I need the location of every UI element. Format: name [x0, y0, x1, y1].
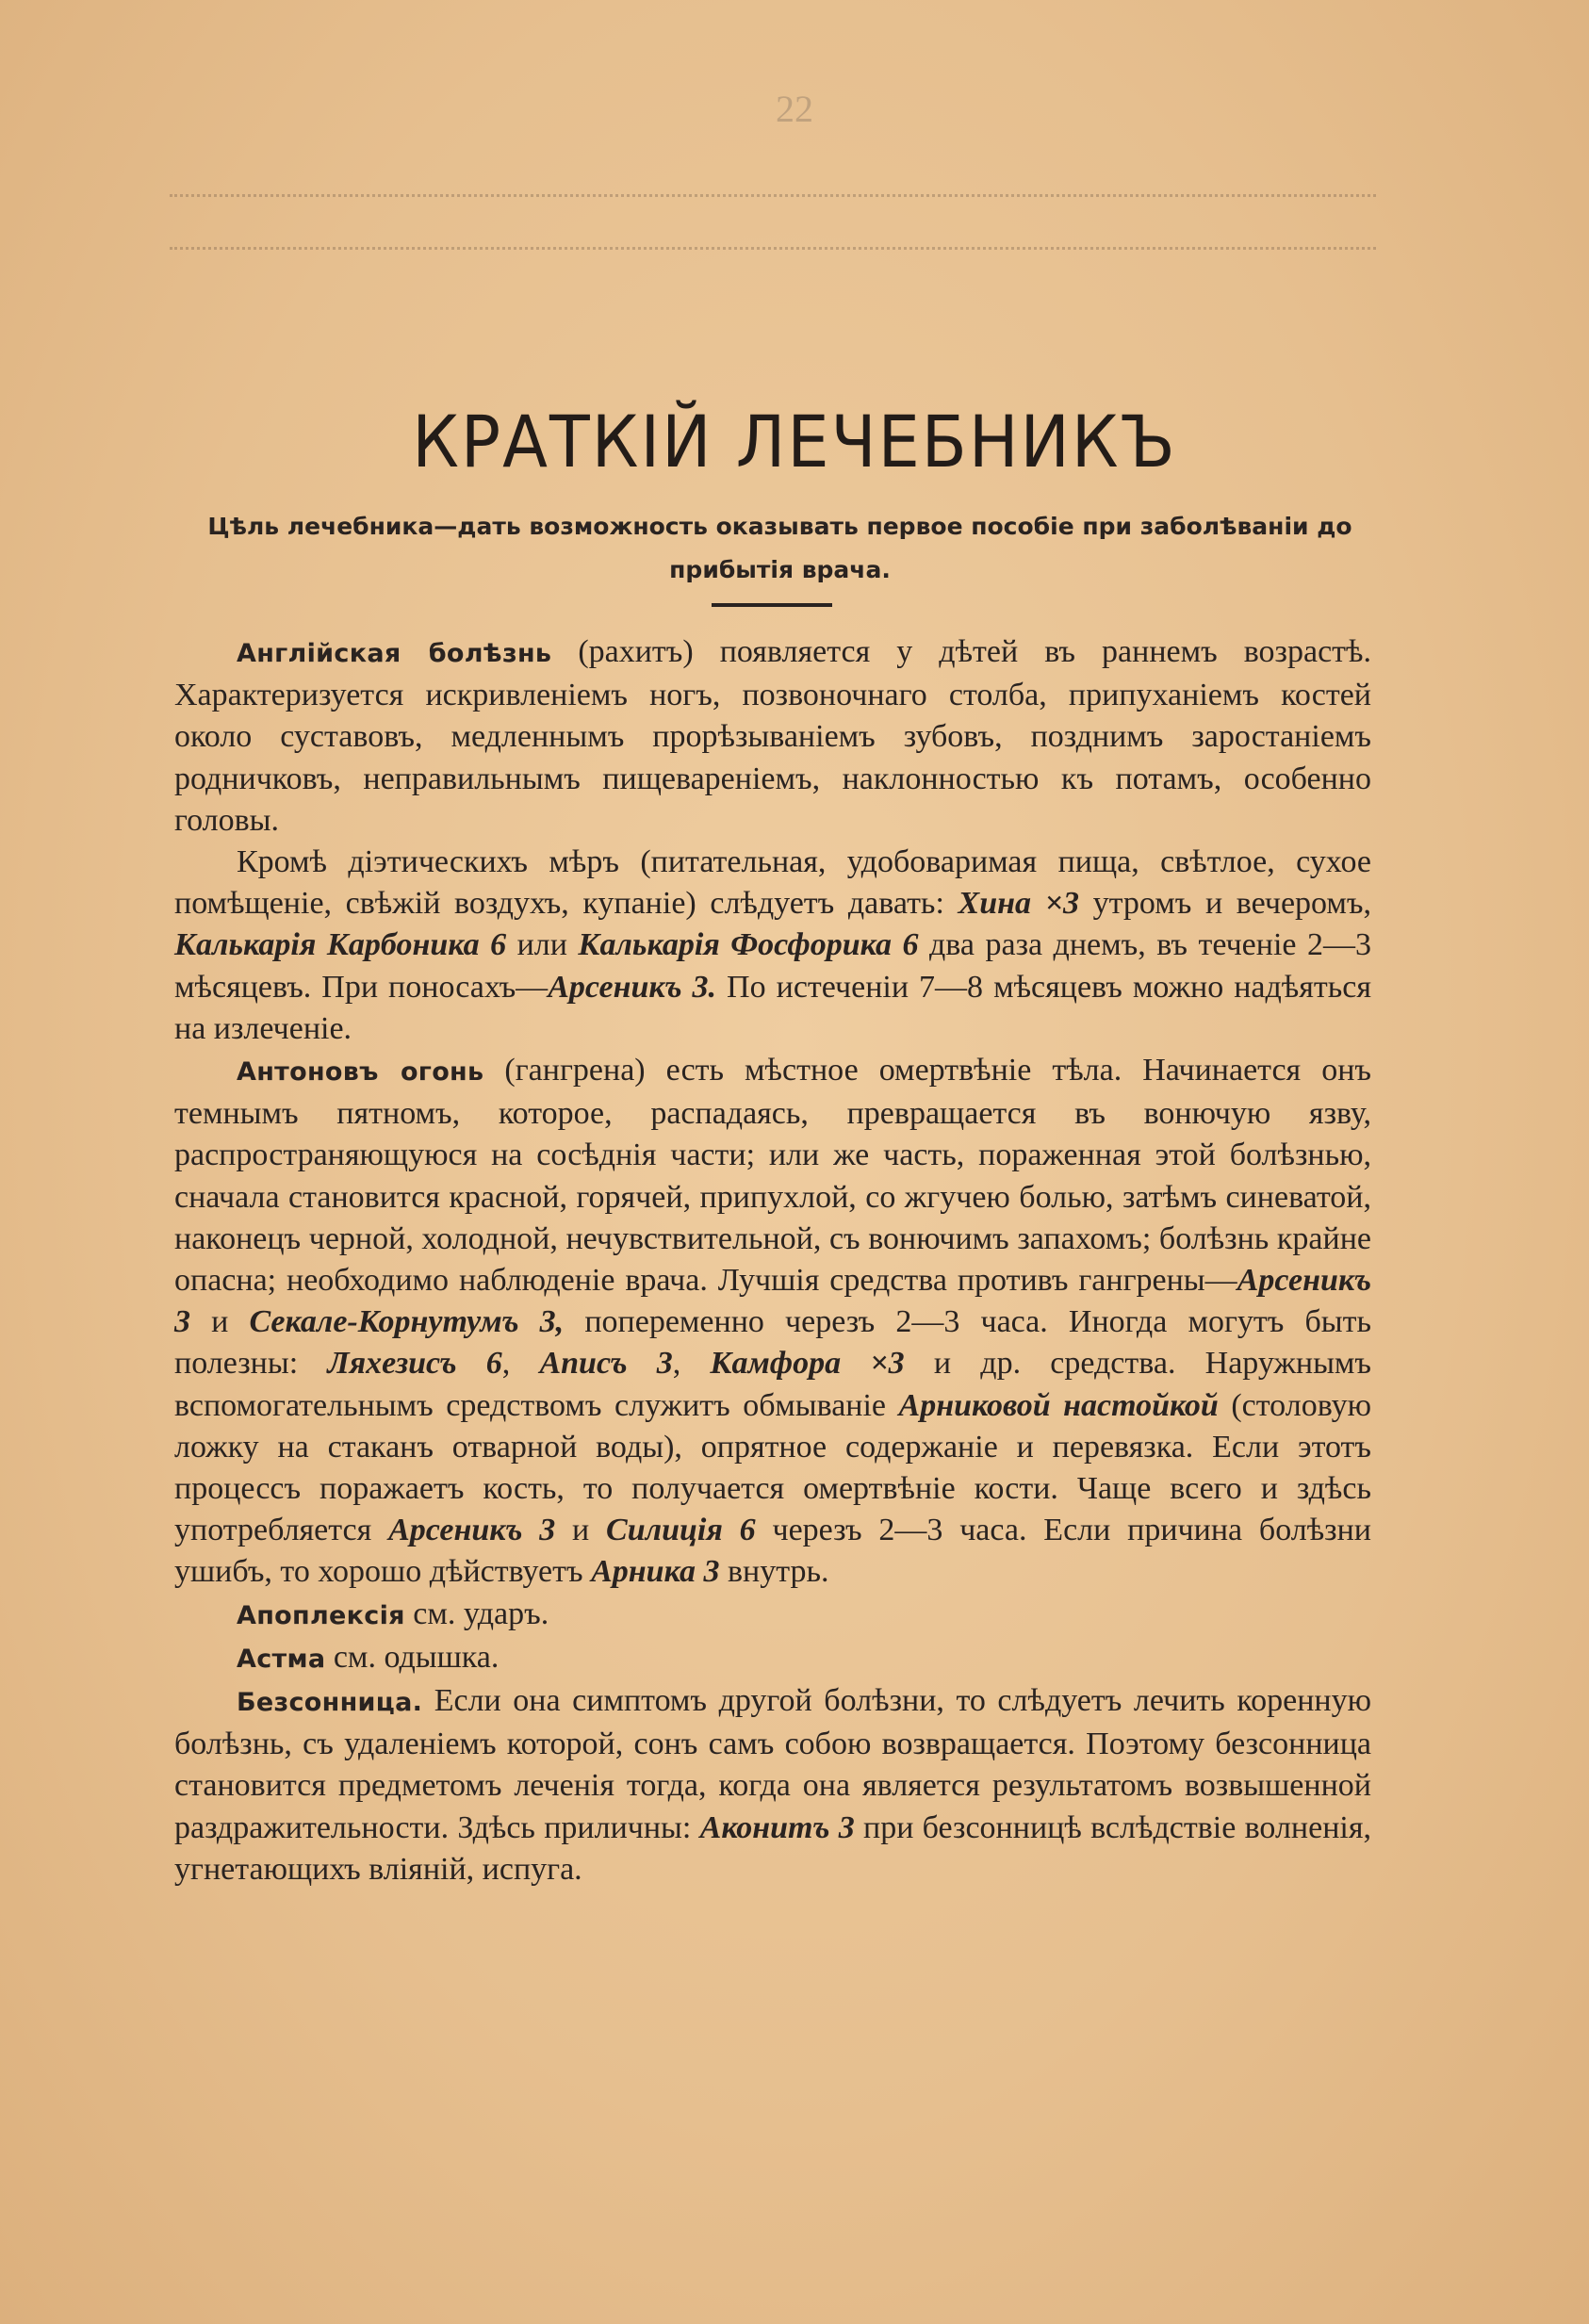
- entry-term: Антоновъ огонь: [237, 1057, 484, 1088]
- entry-text: и др. средства. Наружнымъ вспомогательнымъ средствомъ служитъ обмываніе: [174, 1346, 1372, 1423]
- remedy-name: Аконитъ 3: [699, 1809, 855, 1845]
- entry-text: черезъ 2—3 часа. Если причина болѣзни ушибъ, то хорошо дѣйствуетъ: [174, 1513, 1372, 1590]
- entry-paragraph: [174, 1680, 1371, 1890]
- entry-text: (столовую ложку на стаканъ отварной воды), опрятное содержаніе и перевязка. Если этотъ процессъ поражаетъ кость, то получается омертвѣніе кости. Чаще всего и здѣсь употребляется: [174, 1387, 1371, 1548]
- entry-text: или: [506, 927, 579, 963]
- entry-paragraph: [174, 1594, 1371, 1637]
- entry-text: два раза днемъ, въ теченіе 2—3 мѣсяцевъ. При поносахъ—: [174, 927, 1371, 1005]
- entry-term: Астма: [237, 1644, 326, 1674]
- remedy-name: Аписъ 3: [539, 1346, 673, 1382]
- entry-paragraph: [174, 1637, 1371, 1680]
- entry-text: и: [555, 1513, 607, 1548]
- remedy-name: Калькарія Фосфорика 6: [578, 927, 919, 963]
- remedy-name: Силиція 6: [606, 1513, 756, 1548]
- page-number: 22: [776, 88, 813, 130]
- entry-text: см. одышка.: [325, 1639, 500, 1675]
- entry-term: Апоплексія: [237, 1600, 405, 1630]
- entry-term: Безсонница.: [237, 1688, 423, 1718]
- remedy-name: Калькарія Карбоника 6: [174, 927, 507, 963]
- subtitle: Цѣль лечебника—дать возможность оказывать первое пособіе при заболѣваніи до прибытія врача.: [207, 513, 1352, 583]
- entry-paragraph: [174, 1050, 1371, 1594]
- entry-text: По истеченіи 7—8 мѣсяцевъ можно надѣяться на излеченіе.: [174, 969, 1372, 1046]
- entry-text: ,: [501, 1346, 540, 1382]
- page-title: КРАТКІЙ ЛЕЧЕБНИКЪ: [412, 400, 1177, 484]
- document-body: [174, 631, 1371, 1890]
- divider: [712, 603, 832, 607]
- remedy-name: Хина ×3: [958, 886, 1079, 922]
- remedy-name: Арсеникъ 3: [388, 1513, 556, 1548]
- entry-text: и: [190, 1304, 250, 1340]
- entry-paragraph: [174, 631, 1371, 842]
- entry-text: Кромѣ діэтическихъ мѣръ (питательная, удобоваримая пища, свѣтлое, сухое помѣщеніе, свѣжій воздухъ, купаніе) слѣдуетъ давать:: [174, 844, 1371, 922]
- remedy-name: Секале-Корнутумъ 3,: [249, 1304, 565, 1340]
- remedy-name: Арсеникъ 3: [174, 1263, 1371, 1340]
- entry-paragraph: [174, 842, 1371, 1050]
- entry-text: Если она симптомъ другой болѣзни, то слѣдуетъ лечить коренную болѣзнь, съ удаленіемъ которой, сонъ самъ собою возвращается. Поэтому безсонница становится предметомъ леченія тогда, когда она является результатомъ возвышенной раздражительности. Здѣсь приличны:: [174, 1683, 1371, 1845]
- entry-text: (рахитъ) появляется у дѣтей въ раннемъ возрастѣ. Характеризуется искривленіемъ ногъ, позвоночнаго столба, припуханіемъ костей около суставовъ, медленнымъ прорѣзываніемъ зубовъ, позднимъ заростаніемъ родничковъ, неправильнымъ пищевареніемъ, наклонностью къ потамъ, особенно головы.: [174, 634, 1371, 838]
- entry-text: (гангрена) есть мѣстное омертвѣніе тѣла. Начинается онъ темнымъ пятномъ, которое, распадаясь, превращается въ вонючую язву, распространяющуюся на сосѣднія части; или же часть, пораженная этой болѣзнью, сначала становится красной, горячей, припухлой, со жгучею болью, затѣмъ синеватой, наконецъ черной, холодной, нечувствительной, съ вонючимъ запахомъ; болѣзнь крайне опасна; необходимо наблюденіе врача. Лучшія средства противъ гангрены—: [174, 1053, 1371, 1299]
- remedy-name: Ляхезисъ 6: [327, 1346, 502, 1382]
- entry-term: Англійская болѣзнь: [237, 639, 552, 668]
- entry-text: утромъ и вечеромъ,: [1078, 886, 1372, 922]
- bleed-through-line: [170, 247, 1376, 252]
- remedy-name: Арсеникъ 3.: [548, 969, 717, 1005]
- remedy-name: Арника 3: [591, 1554, 720, 1590]
- entry-text: внутрь.: [719, 1554, 829, 1590]
- entry-text: попеременно черезъ 2—3 часа. Иногда могутъ быть полезны:: [174, 1304, 1372, 1382]
- entry-text: см. ударъ.: [404, 1596, 549, 1631]
- entry-text: ,: [672, 1346, 711, 1382]
- remedy-name: Камфора ×3: [710, 1346, 905, 1382]
- bleed-through-line: [170, 194, 1376, 199]
- entry-text: при безсонницѣ вслѣдствіе волненія, угнетающихъ вліяній, испуга.: [174, 1809, 1371, 1887]
- remedy-name: Арниковой настойкой: [898, 1387, 1219, 1423]
